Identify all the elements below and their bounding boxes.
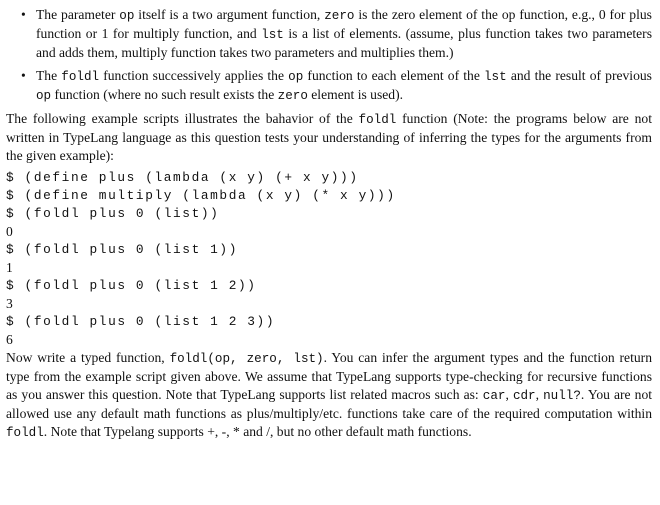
bullet-icon: • <box>21 68 26 83</box>
text-run: Now write a typed function, <box>6 350 170 365</box>
intro-paragraph <box>6 110 652 165</box>
inline-code: op <box>36 89 52 103</box>
inline-code: foldl(op, zero, lst) <box>169 352 324 366</box>
text-run: . You can infer the argument types and the function return type from the example script given above. We assume that TypeLang supports type-checking for recursive functions as you answer this question. Note that TypeLang supports list related macros such as: <box>6 350 652 402</box>
inline-code: foldl <box>6 426 44 440</box>
code-line-define-plus: $ (define plus (lambda (x y) (+ x y))) <box>6 170 359 185</box>
inline-code: lst <box>261 28 284 42</box>
code-line-foldl-two: $ (foldl plus 0 (list 1 2)) <box>6 278 257 293</box>
bullet-list <box>6 6 652 105</box>
code-line-define-multiply: $ (define multiply (lambda (x y) (* x y))) <box>6 188 396 203</box>
text-run: itself is a two argument function, <box>134 7 325 22</box>
output-value: 1 <box>6 260 13 275</box>
inline-code: lst <box>484 70 507 84</box>
inline-code: cdr <box>512 389 536 403</box>
text-run: function to each element of the <box>303 68 484 83</box>
example-script <box>6 169 652 349</box>
inline-code: foldl <box>358 113 397 127</box>
text-run: The following example scripts illustrates the bahavior of the <box>6 111 359 126</box>
inline-code: op <box>288 70 304 84</box>
text-run: element is used). <box>307 87 404 102</box>
text-run: The parameter <box>36 7 120 22</box>
code-line-foldl-empty: $ (foldl plus 0 (list)) <box>6 206 220 221</box>
bullet-text <box>36 7 652 60</box>
bullet-item-parameters <box>21 6 652 62</box>
bullet-icon: • <box>21 7 26 22</box>
inline-code: zero <box>277 89 308 103</box>
text-run: is a list of elements. (assume, plus function takes two parameters and adds them, multiply function takes two parameters and multiplies them.) <box>36 26 652 60</box>
output-value: 6 <box>6 332 13 347</box>
text-run: , <box>535 387 544 402</box>
text-run: . You are not allowed use any default math functions as plus/multiply/etc. functions take care of the required computation within <box>6 387 653 421</box>
inline-code: op <box>119 9 135 23</box>
text-run: The <box>36 68 62 83</box>
bullet-text <box>36 68 652 102</box>
text-run: and the result of previous <box>506 68 652 83</box>
output-value: 3 <box>6 296 13 311</box>
bullet-item-foldl-behavior <box>21 67 652 105</box>
output-value: 0 <box>6 224 13 239</box>
text-run: function (Note: the programs below are not written in TypeLang language as this question tests your understanding of inferring the types for the arguments from the given example): <box>6 111 652 163</box>
text-run: . Note that Typelang supports +, -, * and /, but no other default math functions. <box>43 424 472 439</box>
text-run: function (where no such result exists the <box>51 87 278 102</box>
code-line-foldl-one: $ (foldl plus 0 (list 1)) <box>6 242 238 257</box>
inline-code: car <box>482 389 506 403</box>
code-line-foldl-three: $ (foldl plus 0 (list 1 2 3)) <box>6 314 276 329</box>
text-run: function successively applies the <box>99 68 289 83</box>
text-run: , <box>505 387 513 402</box>
inline-code: null? <box>543 389 581 403</box>
instructions-paragraph <box>6 349 652 442</box>
text-run: is the zero element of the op function, e.g., 0 for plus function or 1 for multiply function, and <box>36 7 652 41</box>
inline-code: foldl <box>61 70 100 84</box>
inline-code: zero <box>324 9 355 23</box>
